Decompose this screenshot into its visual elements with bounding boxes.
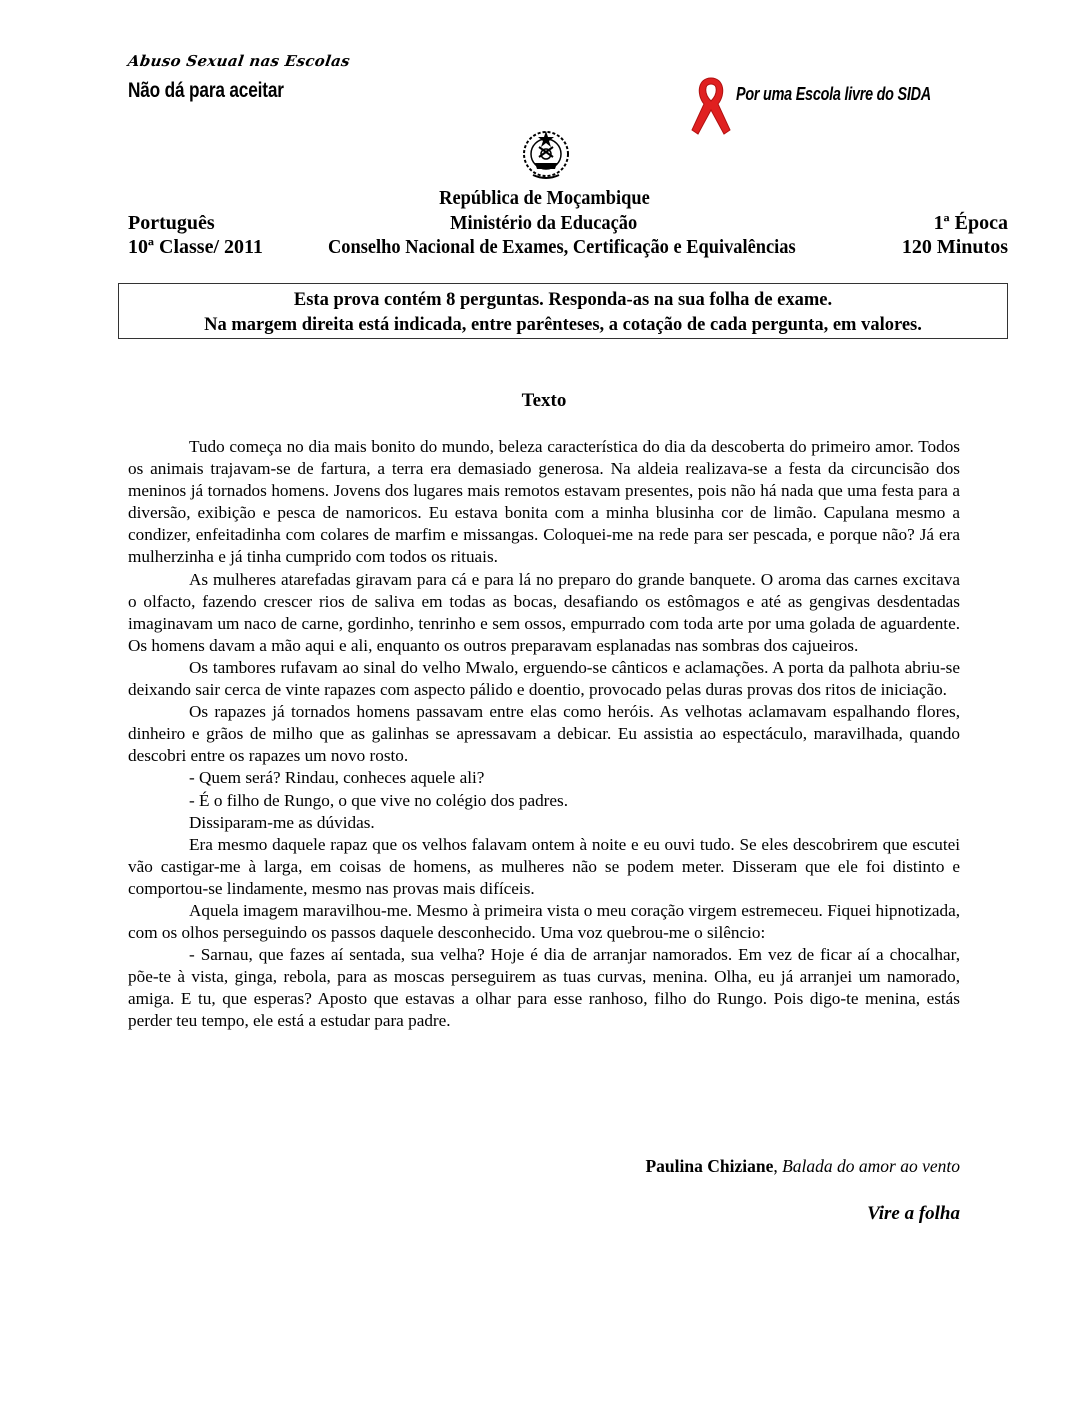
paragraph: Tudo começa no dia mais bonito do mundo, beleza característica do dia da descoberta do primeiro amor. Todos os animais trajavam-se de fartura, a terra era demasiado generosa. Na aldeia realizava-se a festa da circuncisão dos meninos já tornados homens. Jovens dos lugares mais remotos estavam presentes, pois não há nada que uma festa para a diversão, exibição e pesca de namoricos. Eu estava bonita com a minha blusinha cor de limão. Capulana mesmo a condizer, enfeitadinha com colares de marfim e missangas. Coloquei-me na rede para ser pescada, e porque não? Já era mulherzinha e já tinha cumprido com todos os rituais. — [128, 437, 960, 567]
paragraph: Dissiparam-me as dúvidas. — [189, 812, 375, 832]
subject: Português — [128, 212, 215, 234]
section-title: Texto — [521, 390, 567, 411]
aids-slogan: Por uma Escola livre do SIDA — [736, 84, 931, 104]
campaign-subtitle: Abuso Sexual nas Escolas — [126, 52, 352, 70]
instructions-line-1: Esta prova contém 8 perguntas. Responda-as na sua folha de exame. — [293, 290, 833, 310]
campaign-title: Não dá para aceitar — [128, 79, 284, 102]
paragraph: Aquela imagem maravilhou-me. Mesmo à primeira vista o meu coração virgem estremeceu. Fiquei hipnotizada, com os olhos perseguindo os passos daquele desconhecido. Uma voz quebrou-me o silêncio: — [128, 900, 960, 943]
paragraph: Era mesmo daquele rapaz que os velhos falavam ontem à noite e eu ouvi tudo. Se eles descobrirem que escutei vão castigar-me à larga, em coisas de homens, as mulheres não se podem meter. Disseram que ele foi distinto e comportou-se lindamente, mesmo nas provas mais difíceis. — [128, 834, 960, 898]
country-name: República de Moçambique — [438, 187, 650, 209]
work-title: Balada do amor ao vento — [782, 1156, 960, 1176]
author-name: Paulina Chiziane — [645, 1156, 774, 1176]
dialogue-line: - É o filho de Rungo, o que vive no colégio dos padres. — [189, 790, 569, 810]
attribution-separator: , — [773, 1156, 783, 1176]
exam-season: 1ª Época — [933, 212, 1008, 234]
grade-year: 10ª Classe/ 2011 — [128, 236, 263, 258]
ministry-name: Ministério da Educação — [450, 212, 638, 234]
reading-passage — [128, 436, 960, 1033]
paragraph: As mulheres atarefadas giravam para cá e para lá no preparo do grande banquete. O aroma das carnes excitava o olfacto, fazendo crescer rios de saliva em todas as bocas, desafiando os estômagos e até as gengivas desdentadas imaginavam um naco de carne, gordinho, tenrinho e sem ossos, empurrado com toda arte por uma golada de aguardente. Os homens davam a mão aqui e ali, enquanto os outros preparavam esplanadas nas sombras dos cajueiros. — [128, 569, 960, 655]
paragraph: Os rapazes já tornados homens passavam entre elas como heróis. As velhotas aclamavam espalhando flores, dinheiro e grãos de milho que as galinhas se apressavam a debicar. Eu assistia ao espectáculo, maravilhada, quando descobri entre os rapazes um novo rosto. — [128, 702, 960, 766]
paragraph: Os tambores rufavam ao sinal do velho Mwalo, erguendo-se cânticos e aclamações. A porta da palhota abriu-se deixando sair cerca de vinte rapazes com aspecto pálido e doentio, provocado pelas duras provas dos ritos de iniciação. — [128, 657, 960, 700]
source-attribution — [645, 1156, 960, 1177]
instructions-box — [118, 283, 1008, 339]
instructions-line-2: Na margem direita está indicada, entre parênteses, a cotação de cada pergunta, em valores. — [204, 315, 922, 335]
turn-page-note: Vire a folha — [867, 1203, 960, 1224]
red-ribbon-icon — [686, 74, 736, 136]
exam-duration: 120 Minutos — [901, 236, 1008, 258]
dialogue-line: - Quem será? Rindau, conheces aquele ali? — [189, 768, 485, 788]
dialogue-line: - Sarnau, que fazes aí sentada, sua velha? Hoje é dia de arranjar namorados. Em vez de ficar aí a chocalhar, põe-te à vista, ginga, rebola, para as moscas perseguirem as tuas curvas, menina. Olha, eu já arranjei um namorado, amiga. E tu, que esperas? Aposto que estavas a olhar para esse ranhoso, filho do Rungo. Pois digo-te menina, estás perder teu tempo, ele está a estudar para padre. — [128, 945, 960, 1031]
exam-council: Conselho Nacional de Exames, Certificação e Equivalências — [328, 236, 796, 258]
coat-of-arms-icon — [521, 127, 571, 183]
